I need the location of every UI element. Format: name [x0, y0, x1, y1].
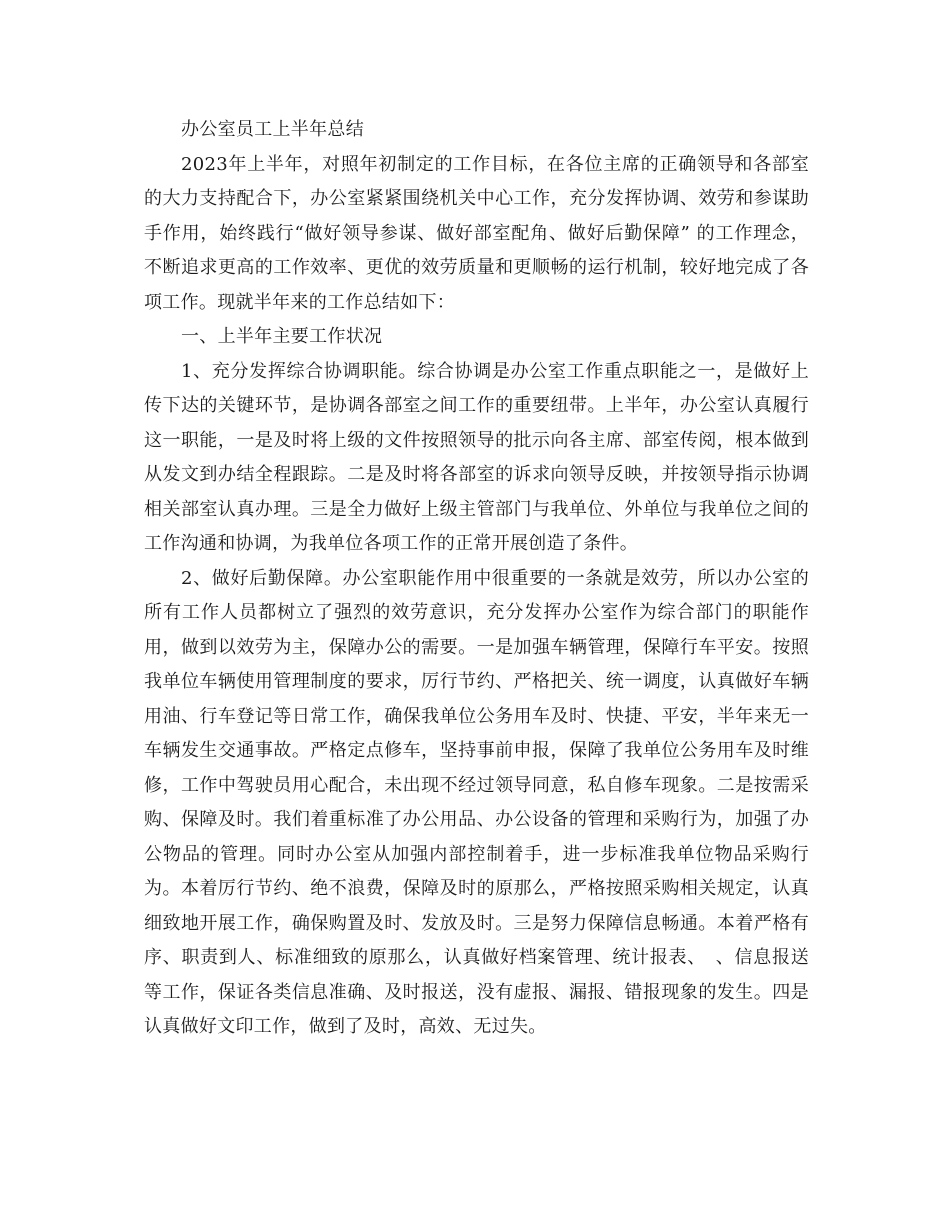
section-heading: 一、上半年主要工作状况 [181, 326, 383, 347]
document-title: 办公室员工上半年总结 [181, 119, 364, 140]
paragraph-coordination: 1、充分发挥综合协调职能。综合协调是办公室工作重点职能之一，是做好上传下达的关键环节，是协调各部室之间工作的重要纽带。上半年，办公室认真履行这一职能，一是及时将上级的文件按照领导的批示向各主席、部室传阅，根本做到从发文到办结全程跟踪。二是及时将各部室的诉求向领导反映，并按领导指示协调相关部室认真办理。三是全力做好上级主管部门与我单位、外单位与我单位之间的工作沟通和协调，为我单位各项工作的正常开展创造了条件。 [144, 360, 809, 554]
document-body [144, 113, 809, 1045]
paragraph-logistics: 2、做好后勤保障。办公室职能作用中很重要的一条就是效劳，所以办公室的所有工作人员都树立了强烈的效劳意识，充分发挥办公室作为综合部门的职能作用，做到以效劳为主，保障办公的需要。一是加强车辆管理，保障行车平安。按照我单位车辆使用管理制度的要求，厉行节约、严格把关、统一调度，认真做好车辆用油、行车登记等日常工作，确保我单位公务用车及时、快捷、平安，半年来无一车辆发生交通事故。严格定点修车，坚持事前申报，保障了我单位公务用车及时维修，工作中驾驶员用心配合，未出现不经过领导同意，私自修车现象。二是按需采购、保障及时。我们着重标准了办公用品、办公设备的管理和采购行为，加强了办公物品的管理。同时办公室从加强内部控制着手，进一步标准我单位物品采购行为。本着厉行节约、绝不浪费，保障及时的原那么，严格按照采购相关规定，认真细致地开展工作，确保购置及时、发放及时。三是努力保障信息畅通。本着严格有序、职责到人、标准细致的原那么，认真做好档案管理、统计报表、 、信息报送等工作，保证各类信息准确、及时报送，没有虚报、漏报、错报现象的发生。四是认真做好文印工作，做到了及时，高效、无过失。 [144, 567, 809, 1037]
paragraph-intro: 2023年上半年，对照年初制定的工作目标，在各位主席的正确领导和各部室的大力支持配合下，办公室紧紧围绕机关中心工作，充分发挥协调、效劳和参谋助手作用，始终践行“做好领导参谋、做好部室配角、做好后勤保障” 的工作理念，不断追求更高的工作效率、更优的效劳质量和更顺畅的运行机制，较好地完成了各项工作。现就半年来的工作总结如下： [144, 153, 809, 313]
